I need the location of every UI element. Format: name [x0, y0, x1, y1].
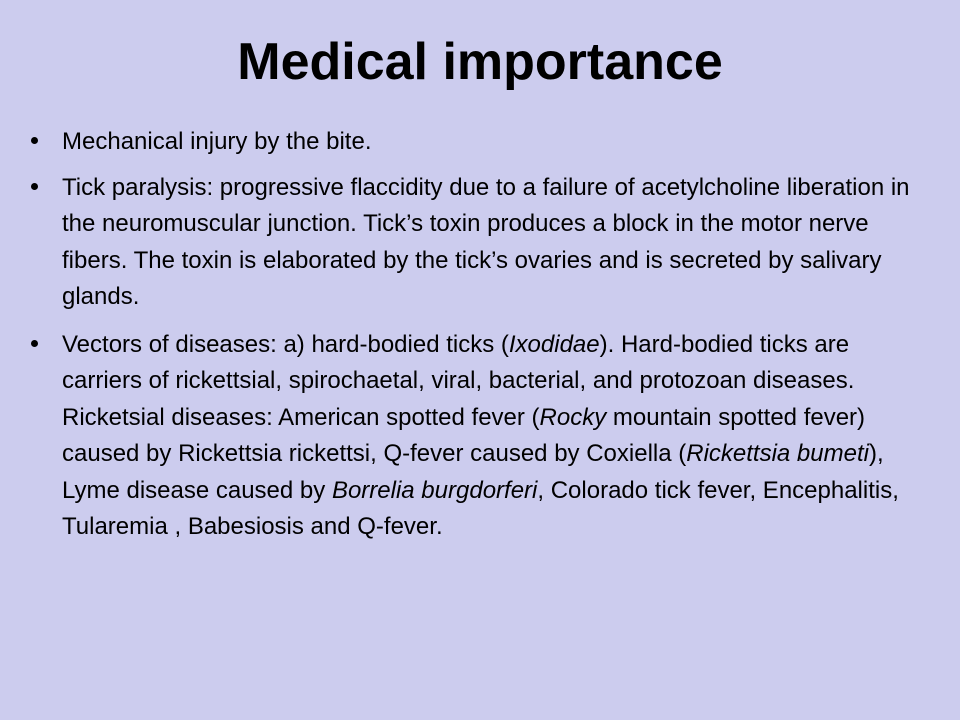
italic-term-rickettsia-bumeti: Rickettsia bumeti	[686, 440, 869, 467]
text-segment: Tick paralysis: progressive flaccidity due to a failure of acetylcholine liberation in the neuromuscular junction. Tick’s toxin produces a block in the motor nerve fibers. The toxin is elaborated by the tick’s ovaries and is secreted by salivary glands.	[62, 173, 910, 310]
italic-term-rocky: Rocky	[539, 403, 607, 431]
bullet-text	[62, 124, 926, 161]
text-segment: Vectors of diseases: a) hard-bodied ticks (	[62, 330, 509, 358]
bullet-text	[62, 170, 926, 316]
text-segment: ). Hard-bodied ticks are carriers of rickettsial, spirochaetal, viral, bacterial, and protozoan diseases. Ricketsial diseases: American spotted fever (	[62, 330, 855, 431]
bullet-text	[62, 327, 926, 546]
italic-term-borrelia-burgdorferi: Borrelia burgdorferi	[331, 476, 538, 504]
bullet-item-vectors-of-diseases	[0, 327, 960, 546]
text-segment: , Colorado tick fever, Encephalitis, Tularemia , Babesiosis and Q-fever.	[62, 476, 899, 540]
bullet-dot-icon	[31, 340, 38, 347]
text-segment: ), Lyme disease caused by	[62, 440, 884, 504]
bullet-list	[0, 124, 960, 546]
italic-term-ixodidae: Ixodidae	[508, 330, 600, 358]
slide-title: Medical importance	[237, 33, 723, 91]
bullet-dot-icon	[31, 183, 38, 190]
bullet-item-mechanical-injury	[0, 124, 960, 161]
text-segment: Mechanical injury by the bite.	[62, 128, 372, 155]
bullet-item-tick-paralysis	[0, 170, 960, 316]
bullet-dot-icon	[31, 137, 38, 144]
text-segment: mountain spotted fever) caused by Rickettsia rickettsi, Q-fever caused by Coxiella (	[62, 403, 866, 467]
